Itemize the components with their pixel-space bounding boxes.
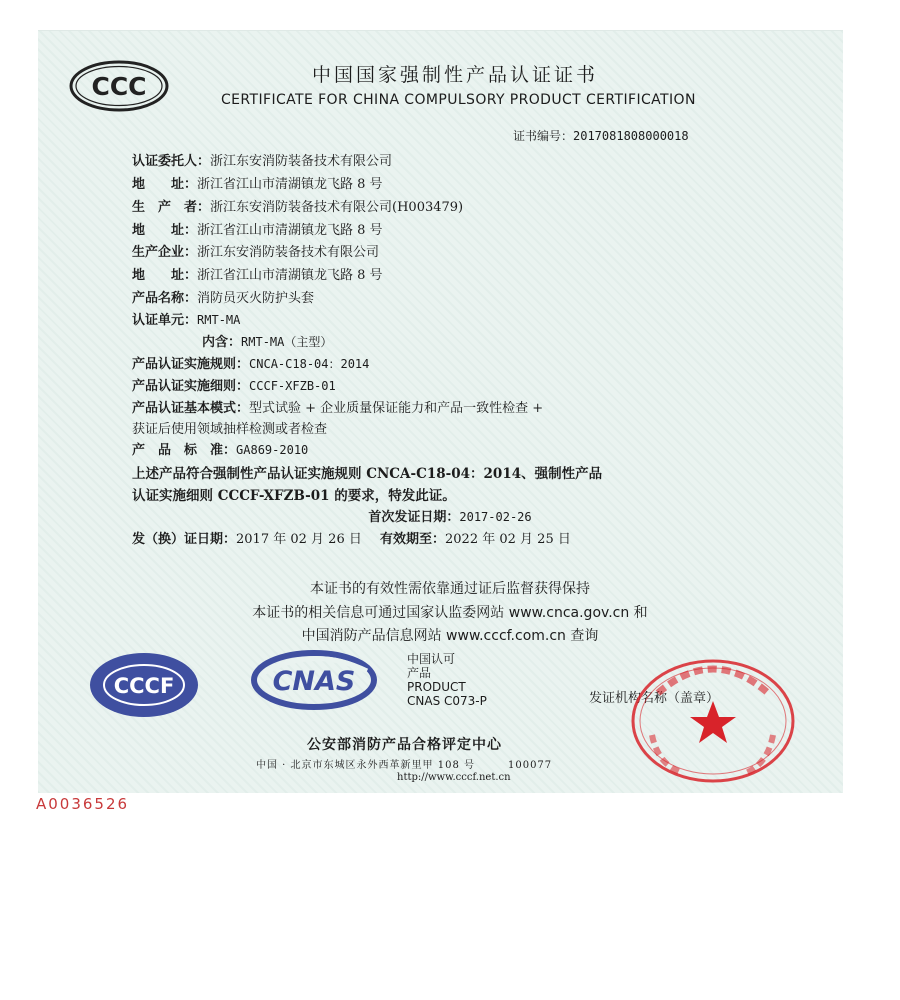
field-product-name — [132, 287, 314, 306]
field-contains — [202, 331, 332, 350]
factory-label: 生产企业： — [132, 245, 198, 260]
serial-number: A0036526 — [36, 795, 130, 813]
field-applicant-address — [132, 173, 383, 192]
factory-address-value: 浙江省江山市清湖镇龙飞路 8 号 — [197, 268, 383, 283]
rules-label: 产品认证实施规则： — [132, 357, 250, 372]
notice-line-2: 本证书的相关信息可通过国家认监委网站 www.cnca.gov.cn 和 — [252, 605, 648, 621]
ccc-logo-text: CCC — [91, 72, 147, 101]
cnas-logo-icon — [249, 649, 379, 711]
details-label: 产品认证实施细则： — [132, 379, 250, 394]
applicant-label: 认证委托人： — [132, 154, 211, 169]
first-issue-date — [0, 506, 900, 525]
cnas-line-2: 产品 — [407, 666, 432, 680]
ccc-logo-icon — [68, 59, 170, 113]
manufacturer-label: 生 产 者： — [132, 200, 211, 215]
issuing-organization: 公安部消防产品合格评定中心 — [307, 737, 502, 753]
product-name-value: 消防员灭火防护头套 — [197, 291, 315, 306]
field-factory — [132, 241, 379, 260]
field-manufacturer — [132, 196, 463, 215]
first-issue-value: 2017-02-26 — [459, 510, 532, 524]
organization-address: 中国 · 北京市东城区永外西革新里甲 108 号 100077 — [256, 760, 553, 771]
field-applicant — [132, 150, 392, 169]
manufacturer-address-value: 浙江省江山市清湖镇龙飞路 8 号 — [197, 223, 383, 238]
manufacturer-value: 浙江东安消防装备技术有限公司(H003479) — [210, 200, 464, 215]
stamp-caption: 发证机构名称（盖章） — [589, 691, 720, 706]
applicant-value: 浙江东安消防装备技术有限公司 — [210, 154, 393, 169]
field-unit — [132, 309, 240, 328]
cccf-logo-text: CCCF — [113, 674, 175, 698]
field-factory-address — [132, 264, 383, 283]
product-name-label: 产品名称： — [132, 291, 198, 306]
official-seal-icon — [628, 653, 798, 783]
address-label: 地 址： — [132, 268, 198, 283]
details-value: CCCF-XFZB-01 — [249, 379, 336, 393]
certificate-number: 证书编号：2017081808000018 — [513, 129, 689, 143]
cnas-line-1: 中国认可 — [407, 652, 456, 666]
valid-until-value: 2022 年 02 月 25 日 — [445, 532, 571, 547]
issue-date-label: 发（换）证日期： — [132, 532, 237, 547]
rules-value: CNCA-C18-04：2014 — [249, 357, 370, 371]
title-chinese: 中国国家强制性产品认证证书 — [312, 64, 599, 86]
notice-line-3: 中国消防产品信息网站 www.cccf.com.cn 查询 — [301, 628, 599, 644]
valid-until-label: 有效期至： — [380, 532, 446, 547]
field-rules — [132, 353, 369, 372]
mode-label: 产品认证基本模式： — [132, 401, 250, 416]
mode-value-continued: 获证后使用领域抽样检测或者检查 — [132, 422, 328, 437]
cnas-accreditation-text — [407, 652, 487, 708]
statement-line-1: 上述产品符合强制性产品认证实施规则 CNCA-C18-04：2014、强制性产品 — [132, 466, 603, 482]
applicant-address-value: 浙江省江山市清湖镇龙飞路 8 号 — [197, 177, 383, 192]
contains-value: RMT-MA（主型） — [241, 335, 333, 349]
cnas-line-4: CNAS C073-P — [407, 694, 487, 708]
issue-valid-dates — [132, 528, 571, 547]
field-mode — [132, 397, 543, 416]
statement-line-2: 认证实施细则 CCCF-XFZB-01 的要求，特发此证。 — [132, 488, 456, 504]
factory-value: 浙江东安消防装备技术有限公司 — [197, 245, 380, 260]
issue-date-value: 2017 年 02 月 26 日 — [236, 532, 362, 547]
title-english: CERTIFICATE FOR CHINA COMPULSORY PRODUCT CERTIFICATION — [221, 92, 696, 108]
unit-label: 认证单元： — [132, 313, 198, 328]
contains-label: 内含： — [202, 335, 242, 350]
unit-value: RMT-MA — [197, 313, 241, 327]
cccf-logo-icon — [89, 652, 199, 718]
field-mode-continued — [132, 418, 327, 437]
field-details — [132, 375, 336, 394]
first-issue-label: 首次发证日期： — [368, 510, 460, 525]
address-label: 地 址： — [132, 223, 198, 238]
field-standard — [132, 439, 308, 458]
address-label: 地 址： — [132, 177, 198, 192]
field-manufacturer-address — [132, 219, 383, 238]
cnas-logo-text: CNAS — [272, 666, 356, 697]
organization-website: http://www.cccf.net.cn — [397, 772, 511, 783]
standard-value: GA869-2010 — [236, 443, 309, 457]
mode-value: 型式试验 + 企业质量保证能力和产品一致性检查 + — [249, 401, 544, 416]
cnas-line-3: PRODUCT — [407, 680, 466, 694]
standard-label: 产 品 标 准： — [132, 443, 237, 458]
notice-line-1: 本证书的有效性需依靠通过证后监督获得保持 — [310, 581, 590, 597]
